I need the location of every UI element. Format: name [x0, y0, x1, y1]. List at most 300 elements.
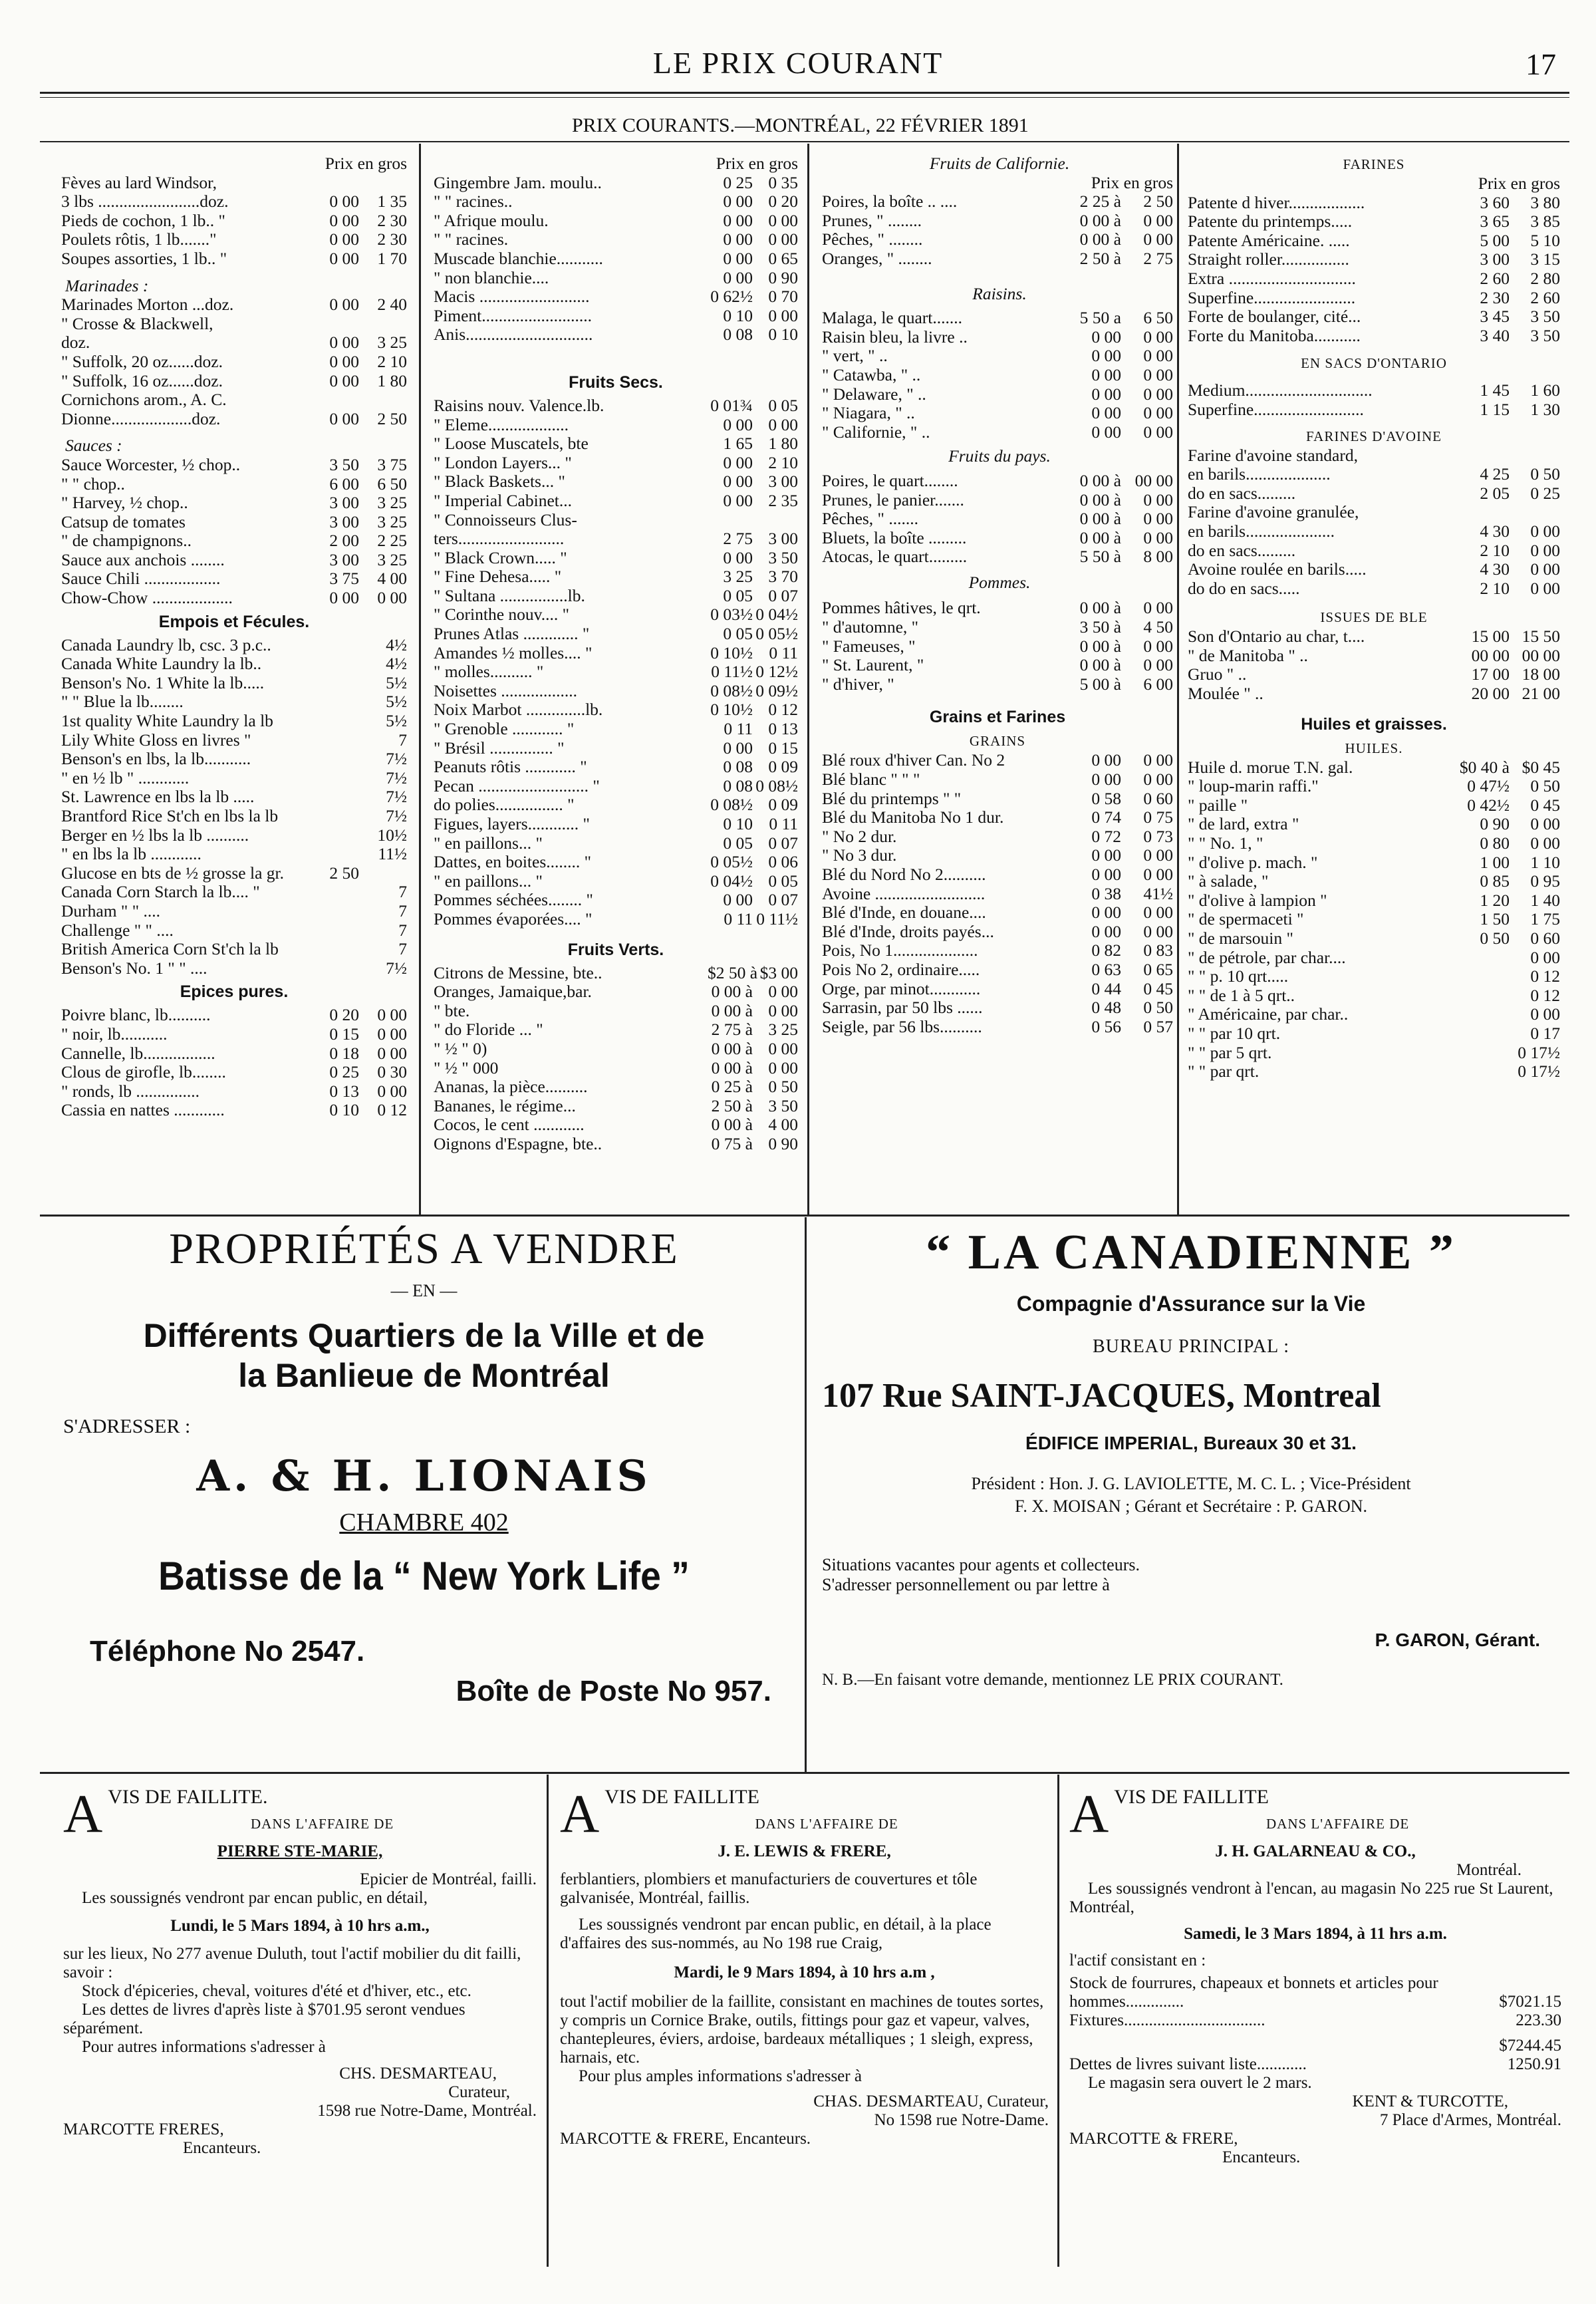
- price-high: 0 83: [1143, 940, 1173, 960]
- price-high: 11½: [378, 844, 407, 864]
- price-row: [1188, 465, 1560, 484]
- section-rule: [40, 1215, 1569, 1217]
- price-item-label: Canada Corn Starch la lb.... ": [61, 883, 260, 902]
- price-high: 3 75: [377, 454, 407, 474]
- price-row: [434, 834, 798, 853]
- price-high: 0 00: [1143, 921, 1173, 941]
- price-high: 0 65: [768, 248, 798, 268]
- price-high: 0 00: [377, 1043, 407, 1063]
- price-low: 0 08½: [710, 680, 753, 700]
- price-row: [434, 605, 798, 625]
- price-high: 0 00: [1530, 540, 1560, 560]
- price-item-label: " " No. 1, ": [1188, 834, 1264, 853]
- price-item-label: Fèves au lard Windsor,: [61, 173, 217, 192]
- price-item-label: " London Layers... ": [434, 453, 572, 472]
- price-row: [822, 472, 1173, 491]
- price-item-label: " Catawba, " ..: [822, 365, 921, 384]
- price-item-label: Lily White Gloss en livres ": [61, 730, 251, 750]
- price-low: 0 00 à: [1079, 490, 1121, 509]
- price-row: [822, 249, 1173, 269]
- price-high: 0 00: [1143, 384, 1173, 404]
- price-item-label: " Harvey, ½ chop..: [61, 494, 188, 513]
- price-high: [359, 864, 407, 883]
- price-low: 0 11½: [711, 662, 753, 682]
- price-row: [61, 212, 407, 231]
- price-low: [311, 674, 359, 693]
- price-row: [1188, 777, 1560, 796]
- price-row: [1188, 948, 1560, 968]
- price-high: 0 11: [769, 643, 798, 662]
- price-low: 0 04½: [710, 871, 753, 891]
- price-low: [1459, 1005, 1510, 1024]
- price-row: [61, 807, 407, 826]
- notice-auctioneer: MARCOTTE FRERES,: [63, 2120, 224, 2138]
- price-low: 0 00: [723, 229, 753, 249]
- price-item-label: Pommes séchées........ ": [434, 891, 593, 910]
- section-title: Pommes.: [968, 572, 1031, 592]
- price-row: [61, 174, 407, 193]
- price-low: 2 00: [329, 531, 359, 551]
- ad-box: Boîte de Poste No 957.: [456, 1675, 771, 1707]
- price-row: [822, 960, 1173, 980]
- price-high: 0 00: [1143, 527, 1173, 547]
- price-high: 0 09½: [755, 680, 798, 700]
- price-low: 2 75: [723, 529, 753, 549]
- price-low: 17 00: [1471, 664, 1510, 684]
- price-low: [311, 883, 359, 902]
- notice-divider: [547, 1775, 549, 2267]
- ad-address: 107 Rue SAINT-JACQUES, Montreal: [822, 1377, 1381, 1415]
- price-item-label: " en ½ lb " ............: [61, 768, 190, 788]
- price-high: 0 30: [377, 1062, 407, 1082]
- price-high: 18 00: [1522, 664, 1560, 684]
- section-title: Raisins.: [972, 283, 1027, 303]
- price-high: 0 00: [1143, 327, 1173, 347]
- price-row: [61, 249, 407, 269]
- price-item-label: British America Corn St'ch la lb: [61, 940, 279, 959]
- price-high: 00 00: [1522, 645, 1560, 665]
- notice-title: VIS DE FAILLITE.: [108, 1786, 268, 1808]
- price-row: [61, 456, 407, 475]
- price-item-label: Superfine........................: [1188, 288, 1356, 307]
- price-item-label: " Niagara, " ..: [822, 404, 915, 423]
- price-low: 3 60: [1480, 192, 1510, 212]
- price-row: [61, 192, 407, 212]
- price-low: 0 00 à: [1079, 210, 1121, 230]
- price-low: 0 00 à: [711, 1000, 753, 1020]
- price-low: [1459, 1024, 1510, 1044]
- price-row: [822, 212, 1173, 231]
- price-low: 0 80: [1480, 833, 1510, 853]
- price-low: 0 11: [724, 909, 753, 929]
- price-row: [434, 1020, 798, 1040]
- price-low: 0 90: [1480, 814, 1510, 834]
- price-low: 3 75: [329, 569, 359, 589]
- price-high: 1 70: [377, 248, 407, 268]
- price-item-label: " " par 5 qrt.: [1188, 1043, 1272, 1062]
- ad-en: — EN —: [390, 1281, 458, 1300]
- notice-text: ferblantiers, plombiers et manufacturiers de couvertures et tôle galvanisée, Montréal, faillis.: [560, 1870, 978, 1907]
- price-low: 0 10: [723, 814, 753, 833]
- price-high: 0 00: [1143, 422, 1173, 442]
- price-low: [1459, 446, 1510, 466]
- price-low: 5 00: [1480, 230, 1510, 250]
- price-high: 0 15: [768, 738, 798, 758]
- rows-a: [822, 192, 1173, 268]
- price-high: 0 60: [1530, 929, 1560, 948]
- price-item-label: " ronds, lb ...............: [61, 1081, 200, 1101]
- price-low: 3 40: [1480, 325, 1510, 345]
- price-item-label: Chow-Chow ...................: [61, 589, 233, 608]
- price-low: 0 08: [723, 757, 753, 777]
- price-row: [1188, 796, 1560, 815]
- price-high: 0 95: [1530, 871, 1560, 891]
- price-low: 0 01¾: [710, 395, 753, 415]
- price-row: [434, 1115, 798, 1135]
- price-high: 0 75: [1143, 807, 1173, 827]
- price-item-label: Farine d'avoine granulée,: [1188, 503, 1359, 522]
- ad-situations: Situations vacantes pour agents et collecteurs.: [822, 1555, 1140, 1574]
- price-row: [434, 230, 798, 249]
- price-item-label: Figues, layers............ ": [434, 815, 590, 833]
- price-high: 2 50: [377, 408, 407, 428]
- price-high: 1 10: [1530, 852, 1560, 872]
- price-row: [61, 845, 407, 864]
- price-low: 15 00: [1471, 627, 1510, 647]
- ad-firm: A. & H. LIONAIS: [196, 1451, 652, 1501]
- notice-sub: DANS L'AFFAIRE DE: [755, 1816, 898, 1832]
- price-low: 1 00: [1480, 852, 1510, 872]
- price-low: 0 00: [1091, 384, 1121, 404]
- price-item-label: " " par 10 qrt.: [1188, 1024, 1281, 1043]
- price-item-label: Gruo " ..: [1188, 665, 1247, 684]
- price-row: [61, 475, 407, 494]
- price-row: [434, 511, 798, 530]
- price-row: [61, 826, 407, 845]
- price-row: [1188, 503, 1560, 522]
- price-row: [1188, 1024, 1560, 1044]
- price-item-label: " molles.......... ": [434, 662, 544, 682]
- price-low: 0 05: [723, 585, 753, 605]
- price-row: [822, 423, 1173, 442]
- price-high: $3 00: [759, 962, 798, 982]
- price-row: [1188, 522, 1560, 541]
- column-heading: Prix en gros: [716, 154, 798, 173]
- price-row: [434, 682, 798, 701]
- price-item-label: " Black Crown..... ": [434, 548, 567, 567]
- price-high: 0 00: [1143, 655, 1173, 675]
- notice-line: Fixtures..................................: [1069, 2011, 1265, 2029]
- price-item-label: " Connoisseurs Clus-: [434, 510, 577, 529]
- price-row: [61, 788, 407, 807]
- price-item-label: Oranges, Jamaique,bar.: [434, 982, 592, 1002]
- price-low: 0 85: [1480, 871, 1510, 891]
- rows-d: [1188, 627, 1560, 703]
- price-item-label: " ½ " 0): [434, 1039, 487, 1058]
- price-low: 2 50 à: [1079, 248, 1121, 268]
- price-row: [61, 1044, 407, 1064]
- price-row: [822, 309, 1173, 328]
- price-row: [434, 872, 798, 891]
- price-high: 0 00: [1530, 559, 1560, 579]
- price-high: 0 00: [1143, 403, 1173, 423]
- price-row: [822, 1018, 1173, 1037]
- price-high: 0 00: [768, 1058, 798, 1078]
- price-low: 2 50 à: [711, 1095, 753, 1115]
- price-item-label: Muscade blanchie...........: [434, 249, 603, 268]
- price-row: [61, 372, 407, 391]
- price-row: [61, 410, 407, 429]
- price-low: [1459, 986, 1510, 1006]
- price-item-label: Canada Laundry lb, csc. 3 p.c..: [61, 635, 271, 654]
- price-low: 0 00: [329, 370, 359, 390]
- price-low: 4 30: [1480, 521, 1510, 541]
- price-row: [1188, 891, 1560, 911]
- price-high: 0 12: [377, 1100, 407, 1120]
- price-column-3: [822, 154, 1173, 1036]
- price-item-label: Peanuts rôtis ............ ": [434, 758, 587, 777]
- price-high: 3 80: [1530, 192, 1560, 212]
- price-item-label: " " Blue la lb........: [61, 692, 184, 712]
- price-low: 6 00: [329, 474, 359, 494]
- price-high: 1 80: [377, 370, 407, 390]
- price-row: [434, 700, 798, 720]
- price-high: 0 12: [768, 700, 798, 720]
- price-low: 0 00: [723, 267, 753, 287]
- price-low: 2 50: [329, 863, 359, 883]
- ad-proprietes: [63, 1223, 785, 1708]
- price-row: [434, 567, 798, 587]
- price-low: $0 40 à: [1459, 757, 1510, 777]
- price-low: 0 05: [723, 833, 753, 853]
- price-row: [434, 982, 798, 1002]
- price-row: [61, 712, 407, 731]
- price-row: [61, 513, 407, 532]
- price-high: 7½: [386, 958, 407, 978]
- price-low: 0 00 à: [1079, 636, 1121, 656]
- price-high: 0 00: [1143, 865, 1173, 884]
- notice-date: Mardi, le 9 Mars 1894, à 10 hrs a.m ,: [674, 1963, 935, 1981]
- price-high: 3 25: [768, 1020, 798, 1040]
- rows-e: [822, 751, 1173, 1036]
- price-item-label: Sauce Chili ..................: [61, 569, 221, 589]
- price-row: [1188, 986, 1560, 1006]
- price-high: 5½: [386, 692, 407, 712]
- price-high: 0 00: [1530, 1004, 1560, 1024]
- price-row: [1188, 665, 1560, 684]
- price-high: 0 00: [377, 1005, 407, 1025]
- price-low: 0 56: [1091, 1016, 1121, 1036]
- price-item-label: " d'olive à lampion ": [1188, 891, 1327, 910]
- price-row: [434, 434, 798, 454]
- price-item-label: Malaga, le quart.......: [822, 309, 963, 328]
- price-row: [434, 1059, 798, 1078]
- price-item-label: Canada White Laundry la lb..: [61, 654, 262, 674]
- price-high: 3 25: [377, 549, 407, 569]
- price-low: 0 00: [1091, 865, 1121, 884]
- price-low: 0 05½: [710, 852, 753, 872]
- price-low: 0 10: [329, 1100, 359, 1120]
- price-row: [1188, 910, 1560, 929]
- price-low: 0 00: [1091, 921, 1121, 941]
- price-item-label: Gingembre Jam. moulu..: [434, 173, 602, 192]
- price-row: [434, 472, 798, 492]
- price-low: 5 50 à: [1079, 547, 1121, 567]
- section-title: ISSUES DE BLE: [1320, 609, 1428, 626]
- price-high: 0 00: [1143, 346, 1173, 366]
- price-low: 0 03½: [710, 605, 753, 625]
- price-low: 0 00: [723, 248, 753, 268]
- price-low: 0 08: [723, 325, 753, 345]
- price-row: [1188, 250, 1560, 269]
- notice-text: sur les lieux, No 277 avenue Duluth, tout l'actif mobilier du dit failli, savoir :: [63, 1945, 521, 1981]
- price-row: [61, 921, 407, 940]
- price-low: 0 00 à: [711, 1058, 753, 1078]
- price-row: [822, 885, 1173, 904]
- price-low: 0 00: [329, 210, 359, 230]
- price-low: 0 11: [724, 719, 753, 739]
- price-row: [1188, 307, 1560, 327]
- price-row: [822, 865, 1173, 885]
- price-low: 0 50: [1480, 929, 1510, 948]
- price-high: $0 45: [1522, 757, 1560, 777]
- price-item-label: " de pétrole, par char....: [1188, 948, 1346, 967]
- price-low: 20 00: [1471, 684, 1510, 704]
- price-item-label: Poires, le quart........: [822, 471, 958, 490]
- price-item-label: " paille ": [1188, 795, 1248, 815]
- price-row: [61, 531, 407, 551]
- price-low: 2 05: [1480, 483, 1510, 503]
- price-item-label: Prunes, " ........: [822, 211, 922, 230]
- price-row: [61, 692, 407, 712]
- price-low: 1 15: [1480, 399, 1510, 419]
- price-item-label: " non blanchie....: [434, 268, 549, 287]
- price-high: 0 00: [1143, 770, 1173, 790]
- notice-text: Pour plus amples informations s'adresser à: [579, 2067, 862, 2085]
- price-item-label: " d'automne, ": [822, 618, 919, 637]
- notice-amount: $7244.45: [1499, 2037, 1561, 2055]
- notice-text: Stock d'épiceries, cheval, voitures d'été et d'hiver, etc., etc.: [82, 1982, 471, 2000]
- price-item-label: " de lard, extra ": [1188, 815, 1299, 834]
- section-title: Fruits du pays.: [948, 446, 1051, 466]
- price-high: 0 00: [1143, 750, 1173, 770]
- price-item-label: Soupes assorties, 1 lb.. ": [61, 249, 227, 268]
- price-high: [753, 511, 798, 530]
- price-item-label: Oignons d'Espagne, bte..: [434, 1134, 602, 1153]
- ad-officers: F. X. MOISAN ; Gérant et Secrétaire : P. GARON.: [1014, 1497, 1368, 1516]
- price-high: [359, 315, 407, 334]
- price-low: 0 00: [329, 351, 359, 371]
- price-item-label: Avoine ..........................: [822, 884, 986, 903]
- price-high: 4 00: [377, 569, 407, 589]
- price-item-label: Blé du Manitoba No 1 dur.: [822, 808, 1004, 827]
- price-low: 2 60: [1480, 268, 1510, 288]
- price-high: 0 00: [1143, 210, 1173, 230]
- notice-sub: DANS L'AFFAIRE DE: [1265, 1816, 1410, 1832]
- price-row: [1188, 327, 1560, 346]
- price-item-label: Raisin bleu, la livre ..: [822, 327, 968, 347]
- price-high: 0 65: [1143, 959, 1173, 979]
- ad-canadienne: [822, 1223, 1560, 1689]
- price-low: 0 00: [1091, 403, 1121, 423]
- price-item-label: Clous de girofle, lb........: [61, 1063, 226, 1082]
- price-row: [434, 249, 798, 269]
- price-low: 0 74: [1091, 807, 1121, 827]
- price-high: 21 00: [1522, 684, 1560, 704]
- price-low: 0 00 à: [711, 1038, 753, 1058]
- price-row: [1188, 289, 1560, 308]
- price-high: 0 00: [768, 210, 798, 230]
- price-high: 0 00: [768, 229, 798, 249]
- price-low: [1459, 967, 1510, 986]
- price-item-label: " St. Laurent, ": [822, 656, 924, 675]
- price-item-label: Pommes évaporées.... ": [434, 909, 593, 929]
- price-high: 1 35: [377, 192, 407, 212]
- price-high: 0 17½: [1518, 1042, 1560, 1062]
- price-high: 0 00: [1530, 521, 1560, 541]
- price-row: [61, 769, 407, 788]
- price-low: 0 00: [1091, 422, 1121, 442]
- price-low: 3 00: [1480, 249, 1510, 269]
- notice-sub: DANS L'AFFAIRE DE: [250, 1816, 394, 1832]
- section-subtitle: HUILES.: [1345, 740, 1403, 756]
- price-high: 0 00: [1530, 578, 1560, 598]
- price-item-label: Pommes hâtives, le qrt.: [822, 599, 981, 618]
- price-low: 1 45: [1480, 380, 1510, 400]
- rows-d: [61, 636, 407, 978]
- price-item-label: Atocas, le quart.........: [822, 547, 968, 567]
- price-row: [61, 589, 407, 608]
- price-high: 0 10: [768, 325, 798, 345]
- price-low: 0 63: [1091, 959, 1121, 979]
- price-row: [434, 964, 798, 983]
- price-low: [1459, 1062, 1510, 1081]
- price-low: 0 00 à: [1079, 509, 1121, 529]
- price-low: 3 50: [329, 454, 359, 474]
- price-row: [1188, 834, 1560, 853]
- price-high: 0 35: [768, 172, 798, 192]
- price-row: [1188, 400, 1560, 420]
- price-item-label: doz.: [61, 333, 90, 353]
- price-low: 0 00: [723, 890, 753, 910]
- column-heading: Prix en gros: [1091, 172, 1173, 192]
- price-item-label: do do en sacs.....: [1188, 579, 1300, 598]
- notice-date: Samedi, le 3 Mars 1894, à 11 hrs a.m.: [1184, 1925, 1447, 1943]
- price-item-label: Medium..............................: [1188, 381, 1373, 400]
- price-low: 0 10½: [710, 643, 753, 662]
- price-high: 0 00: [768, 1038, 798, 1058]
- price-low: [311, 750, 359, 769]
- price-item-label: Prunes, le panier.......: [822, 490, 964, 509]
- price-row: [1188, 627, 1560, 647]
- rows-c: [822, 472, 1173, 567]
- price-low: 0 00: [329, 248, 359, 268]
- price-row: [1188, 560, 1560, 579]
- price-row: [434, 777, 798, 796]
- price-column-4: [1188, 154, 1560, 1081]
- price-high: 0 50: [1530, 464, 1560, 484]
- price-high: 0 45: [1530, 795, 1560, 815]
- price-high: 3 50: [768, 1095, 798, 1115]
- section-title: Fruits Secs.: [569, 372, 663, 392]
- price-low: 0 13: [329, 1081, 359, 1101]
- price-item-label: " de champignons..: [61, 531, 192, 551]
- price-item-label: 1st quality White Laundry la lb: [61, 712, 273, 731]
- price-high: 1 30: [1530, 399, 1560, 419]
- price-row: [822, 656, 1173, 675]
- faillite-notice-3: [1069, 1783, 1561, 2167]
- price-item-label: Pois No 2, ordinaire.....: [822, 960, 980, 979]
